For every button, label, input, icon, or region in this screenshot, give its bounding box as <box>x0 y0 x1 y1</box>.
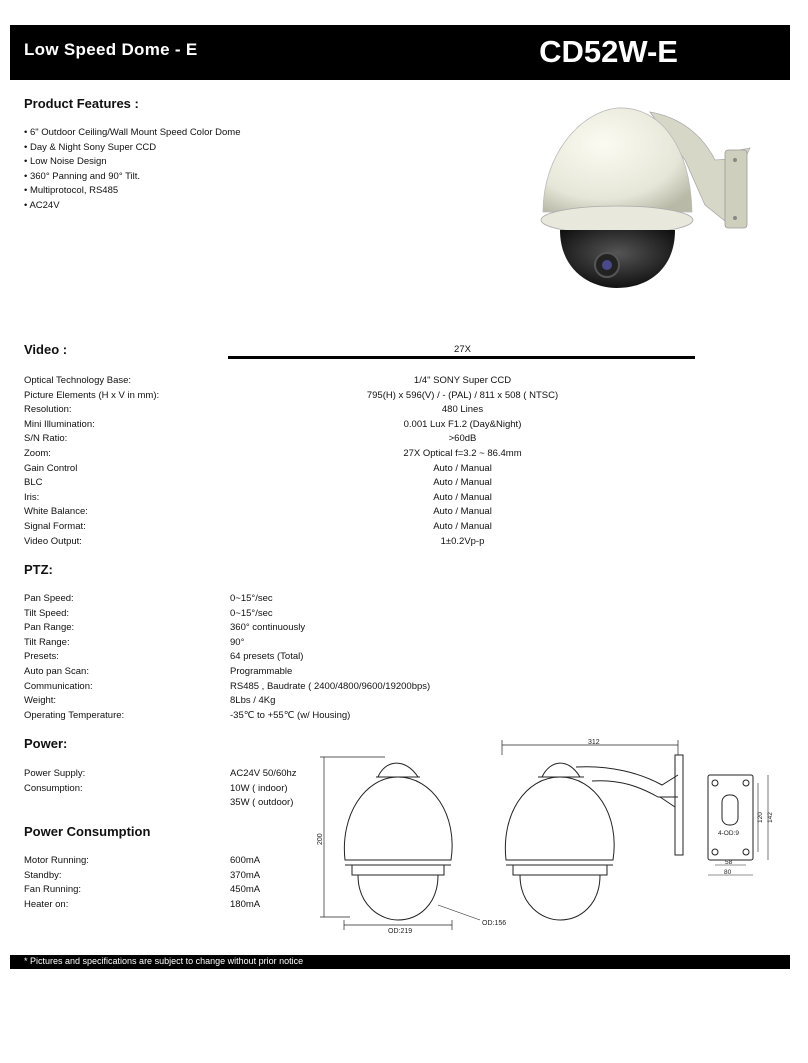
plate-w1-label: 58 <box>725 859 733 866</box>
spec-label: Tilt Range: <box>24 636 70 648</box>
features-list <box>24 126 241 214</box>
spec-value: 600mA <box>230 855 261 866</box>
spec-value: 8Lbs / 4Kg <box>230 695 276 707</box>
power-labels <box>24 767 85 811</box>
ptz-labels <box>24 592 124 723</box>
video-column-header: 27X <box>454 344 471 355</box>
spec-value: 27X Optical f=3.2 ~ 86.4mm <box>403 447 522 459</box>
spec-value: AC24V 50/60hz <box>230 768 297 779</box>
list-item: • Low Noise Design <box>24 156 107 168</box>
spec-label: Tilt Speed: <box>24 607 70 619</box>
spec-value: RS485 , Baudrate ( 2400/4800/9600/19200bps) <box>230 680 431 692</box>
list-item: • 360° Panning and 90° Tilt. <box>24 170 141 182</box>
spec-value: Programmable <box>230 665 293 677</box>
power-consumption-labels <box>24 854 89 912</box>
spec-label: BLC <box>24 477 43 489</box>
spec-label <box>24 796 85 811</box>
spec-label: Picture Elements (H x V in mm): <box>24 389 160 401</box>
features-heading: Product Features : <box>24 96 139 111</box>
spec-label: Communication: <box>24 680 93 692</box>
spec-label: Consumption: <box>24 782 83 794</box>
spec-value: 180mA <box>230 898 261 910</box>
spec-value: 480 Lines <box>441 404 484 416</box>
spec-label: Weight: <box>24 695 57 707</box>
spec-label: Resolution: <box>24 404 72 416</box>
spec-value: 450mA <box>230 884 261 896</box>
plate-h2-label: 142 <box>767 812 774 823</box>
spec-label: Heater on: <box>24 898 69 910</box>
plate-w2-label: 80 <box>724 869 732 876</box>
video-values <box>230 374 695 549</box>
list-item: • Day & Night Sony Super CCD <box>24 141 157 153</box>
spec-label: Standby: <box>24 869 62 881</box>
video-labels <box>24 374 159 549</box>
spec-value: 90° <box>230 636 245 648</box>
dimension-drawing <box>310 735 780 940</box>
spec-value: 0~15°/sec <box>230 607 273 619</box>
spec-label: Gain Control <box>24 462 78 474</box>
spec-value: -35℃ to +55℃ (w/ Housing) <box>230 709 351 721</box>
spec-value: 795(H) x 596(V) / - (PAL) / 811 x 508 ( NTSC) <box>366 389 559 401</box>
spec-label: Zoom: <box>24 447 51 459</box>
spec-label: S/N Ratio: <box>24 433 68 445</box>
list-item: • Multiprotocol, RS485 <box>24 185 119 197</box>
dim-od-main-label: OD:219 <box>388 928 413 935</box>
spec-label: Operating Temperature: <box>24 709 125 721</box>
spec-label: White Balance: <box>24 506 88 518</box>
spec-value: 0~15°/sec <box>230 593 273 604</box>
spec-value: 1/4" SONY Super CCD <box>413 375 512 386</box>
spec-label: Optical Technology Base: <box>24 375 132 386</box>
spec-label: Signal Format: <box>24 520 86 532</box>
spec-label: Pan Range: <box>24 622 75 634</box>
camera-photo <box>535 100 760 295</box>
spec-value: 64 presets (Total) <box>230 651 304 663</box>
power-consumption-values <box>230 854 260 912</box>
spec-label: Auto pan Scan: <box>24 665 89 677</box>
spec-label: Motor Running: <box>24 855 89 866</box>
spec-value: >60dB <box>448 433 477 445</box>
dim-width-label: 312 <box>588 739 600 746</box>
list-item: • 6" Outdoor Ceiling/Wall Mount Speed Color Dome <box>24 127 241 138</box>
product-line-title: Low Speed Dome - E <box>24 40 198 59</box>
spec-value: 1±0.2Vp-p <box>440 535 485 547</box>
spec-value: Auto / Manual <box>433 491 492 503</box>
spec-value: 35W ( outdoor) <box>230 797 294 809</box>
spec-value: Auto / Manual <box>433 462 492 474</box>
power-values <box>230 767 297 811</box>
model-number: CD52W-E <box>539 34 678 69</box>
spec-label: Mini Illumination: <box>24 418 95 430</box>
power-heading: Power: <box>24 736 68 751</box>
spec-label: Pan Speed: <box>24 593 74 604</box>
spec-label: Power Supply: <box>24 768 86 779</box>
ptz-heading: PTZ: <box>24 562 53 577</box>
spec-label: Video Output: <box>24 535 82 547</box>
header-bar <box>10 25 790 80</box>
spec-value: Auto / Manual <box>433 477 492 489</box>
spec-value: 370mA <box>230 869 261 881</box>
spec-value: 360° continuously <box>230 622 306 634</box>
spec-value: Auto / Manual <box>433 520 492 532</box>
list-item: • AC24V <box>24 199 60 211</box>
spec-value: Auto / Manual <box>433 506 492 518</box>
footer-note: * Pictures and specifications are subject to change without prior notice <box>24 956 304 966</box>
spec-label: Iris: <box>24 491 40 503</box>
spec-label: Fan Running: <box>24 884 82 896</box>
spec-value: 0.001 Lux F1.2 (Day&Night) <box>403 418 522 430</box>
spec-value: 10W ( indoor) <box>230 782 288 794</box>
plate-hole-label: 4-OD:9 <box>718 830 739 837</box>
divider <box>228 356 695 359</box>
ptz-values <box>230 592 430 723</box>
plate-h1-label: 120 <box>757 812 764 823</box>
spec-label: Presets: <box>24 651 59 663</box>
video-heading: Video : <box>24 342 68 357</box>
footer-bar <box>10 955 790 969</box>
power-consumption-heading: Power Consumption <box>24 824 151 839</box>
dim-height-label: 200 <box>317 833 324 845</box>
dim-od-small-label: OD:156 <box>482 920 507 927</box>
